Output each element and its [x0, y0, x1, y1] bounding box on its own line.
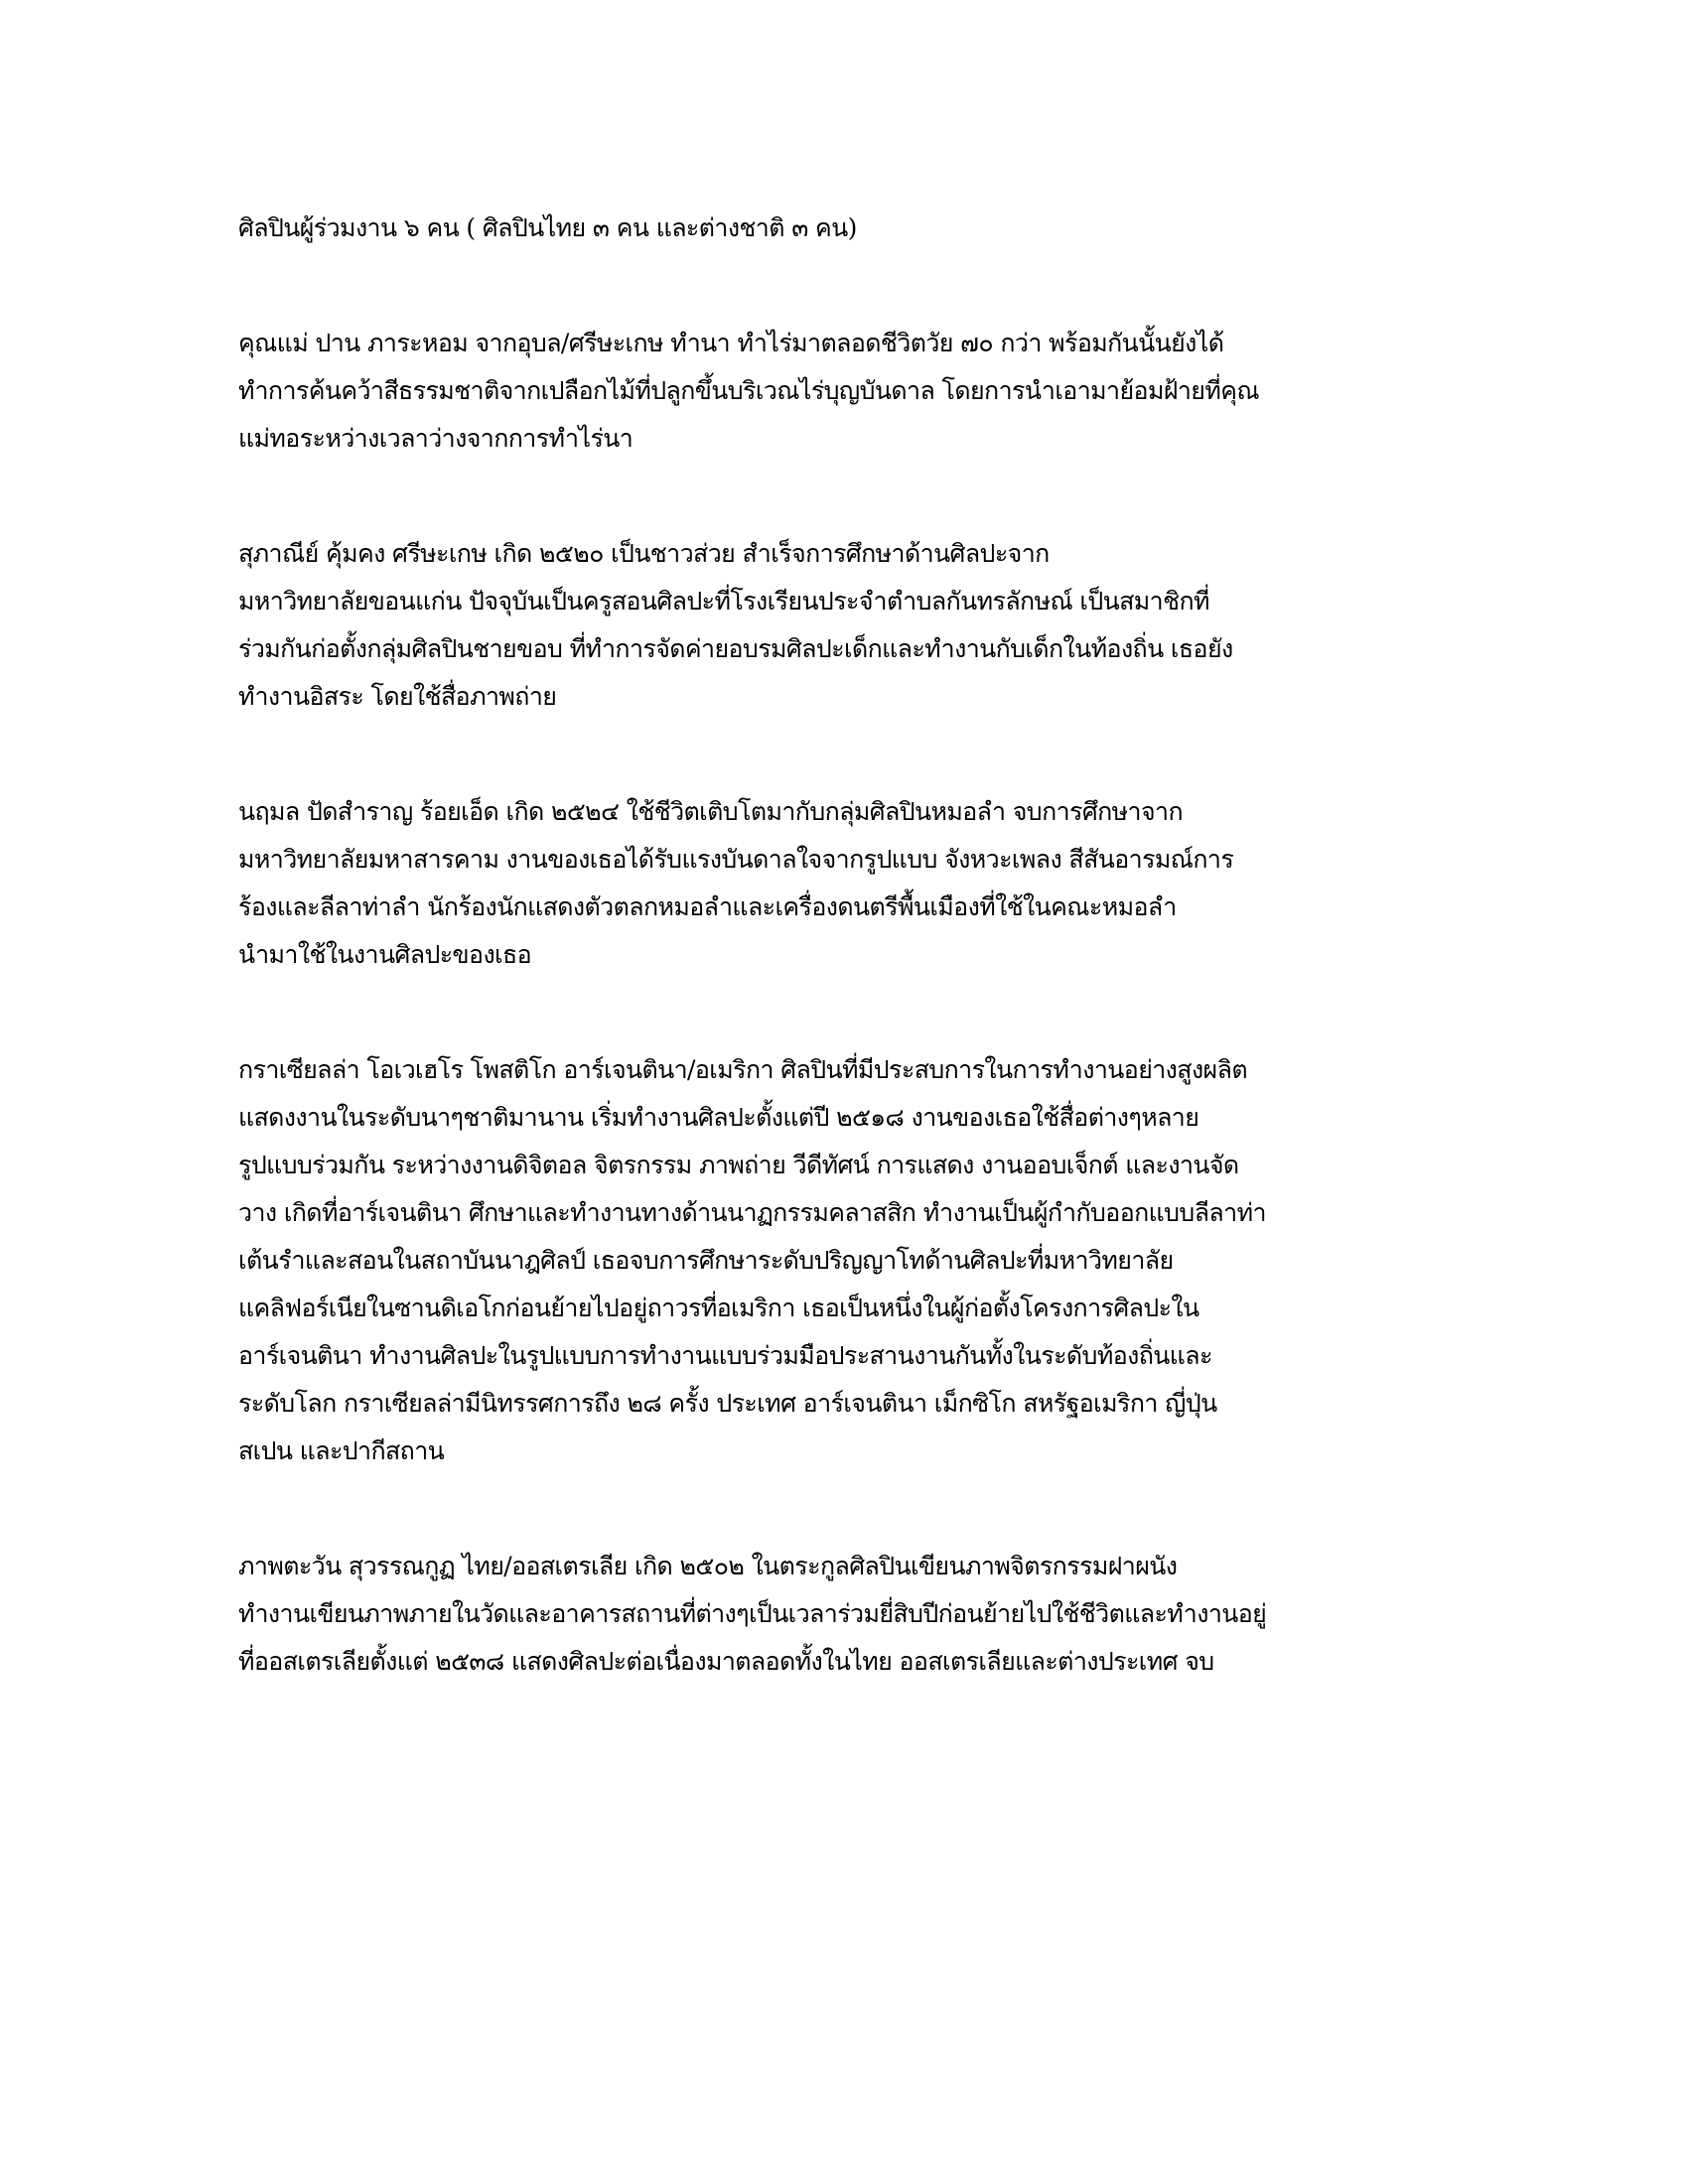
- paragraph-line: ทำการค้นคว้าสีธรรมชาติจากเปลือกไม้ที่ปลูกขึ้นบริเวณไร่บุญบันดาล โดยการนำเอามาย้อมฝ้ายที่คุณ: [238, 376, 1259, 405]
- paragraph-line: อาร์เจนตินา ทำงานศิลปะในรูปแบบการทำงานแบบร่วมมือประสานงานกันทั้งในระดับท้องถิ่นและ: [238, 1341, 1212, 1370]
- paragraph-line: กราเซียลล่า โอเวเฮโร โพสติโก อาร์เจนตินา/อเมริกา ศิลปินที่มีประสบการในการทำงานอย่างสูงผลิต: [238, 1055, 1247, 1084]
- paragraph-line: วาง เกิดที่อาร์เจนตินา ศึกษาและทำงานทางด้านนาฏกรรมคลาสสิก ทำงานเป็นผู้กำกับออกแบบลีลาท่า: [238, 1198, 1266, 1227]
- paragraph-line: ภาพตะวัน สุวรรณกูฏ ไทย/ออสเตรเลีย เกิด ๒๕๐๒ ในตระกูลศิลปินเขียนภาพจิตรกรรมฝาผนัง: [238, 1552, 1178, 1580]
- paragraph-line: สเปน และปากีสถาน: [238, 1436, 445, 1465]
- paragraph-line: ทำงานเขียนภาพภายในวัดและอาคารสถานที่ต่างๆเป็นเวลาร่วมยี่สิบปีก่อนย้ายไปใช้ชีวิตและทำงานอยู่: [238, 1599, 1267, 1628]
- section-heading: ศิลปินผู้ร่วมงาน ๖ คน ( ศิลปินไทย ๓ คน และต่างชาติ ๓ คน): [238, 213, 857, 242]
- paragraph-line: ร้องและลีลาท่าลำ นักร้องนักแสดงตัวตลกหมอลำและเครื่องดนตรีพื้นเมืองที่ใช้ในคณะหมอลำ: [238, 892, 1177, 921]
- paragraph-line: สุภาณีย์ คุ้มคง ศรีษะเกษ เกิด ๒๕๒๐ เป็นชาวส่วย สำเร็จการศึกษาด้านศิลปะจาก: [238, 539, 1050, 568]
- paragraph-artist-graciela: [238, 1046, 1450, 1475]
- paragraph-line: นฤมล ปัดสำราญ ร้อยเอ็ด เกิด ๒๕๒๔ ใช้ชีวิตเติบโตมากับกลุ่มศิลปินหมอลำ จบการศึกษาจาก: [238, 797, 1184, 826]
- paragraph-line: ที่ออสเตรเลียตั้งแต่ ๒๕๓๘ แสดงศิลปะต่อเนื่องมาตลอดทั้งในไทย ออสเตรเลียและต่างประเทศ จบ: [238, 1647, 1214, 1676]
- document-page: [238, 205, 1450, 1686]
- paragraph-artist-paptawan: [238, 1543, 1450, 1686]
- paragraph-line: เต้นรำและสอนในสถาบันนาฎศิลป์ เธอจบการศึกษาระดับปริญญาโทด้านศิลปะที่มหาวิทยาลัย: [238, 1246, 1174, 1275]
- paragraph-line: มหาวิทยาลัยขอนแก่น ปัจจุบันเป็นครูสอนศิลปะที่โรงเรียนประจำตำบลกันทรลักษณ์ เป็นสมาชิกที่: [238, 587, 1209, 615]
- paragraph-line: มหาวิทยาลัยมหาสารคาม งานของเธอได้รับแรงบันดาลใจจากรูปแบบ จังหวะเพลง สีสันอารมณ์การ: [238, 845, 1234, 874]
- paragraph-line: แคลิฟอร์เนียในซานดิเอโกก่อนย้ายไปอยู่ถาวรที่อเมริกา เธอเป็นหนึ่งในผู้ก่อตั้งโครงการศิลปะใน: [238, 1294, 1199, 1322]
- paragraph-line: ร่วมกันก่อตั้งกลุ่มศิลปินชายขอบ ที่ทำการจัดค่ายอบรมศิลปะเด็กและทำงานกับเด็กในท้องถิ่น เธอยัง: [238, 634, 1233, 663]
- paragraph-artist-supanee: [238, 530, 1450, 721]
- paragraph-line: รูปแบบร่วมกัน ระหว่างงานดิจิตอล จิตรกรรม ภาพถ่าย วีดีทัศน์ การแสดง งานออบเจ็กต์ และงานจัด: [238, 1151, 1239, 1179]
- paragraph-artist-pan: [238, 320, 1450, 463]
- paragraph-line: แม่ทอระหว่างเวลาว่างจากการทำไร่นา: [238, 424, 633, 453]
- paragraph-line: นำมาใช้ในงานศิลปะของเธอ: [238, 940, 532, 969]
- paragraph-line: แสดงงานในระดับนาๆชาติมานาน เริ่มทำงานศิลปะตั้งแต่ปี ๒๕๑๘ งานของเธอใช้สื่อต่างๆหลาย: [238, 1103, 1199, 1132]
- paragraph-line: ทำงานอิสระ โดยใช้สื่อภาพถ่าย: [238, 682, 557, 711]
- paragraph-artist-narumon: [238, 788, 1450, 979]
- paragraph-line: คุณแม่ ปาน ภาระหอม จากอุบล/ศรีษะเกษ ทำนา ทำไร่มาตลอดชีวิตวัย ๗๐ กว่า พร้อมกันนั้นยังได้: [238, 329, 1224, 357]
- paragraph-line: ระดับโลก กราเซียลล่ามีนิทรรศการถึง ๒๘ ครั้ง ประเทศ อาร์เจนตินา เม็กซิโก สหรัฐอเมริกา ญี่ปุ่น: [238, 1389, 1217, 1418]
